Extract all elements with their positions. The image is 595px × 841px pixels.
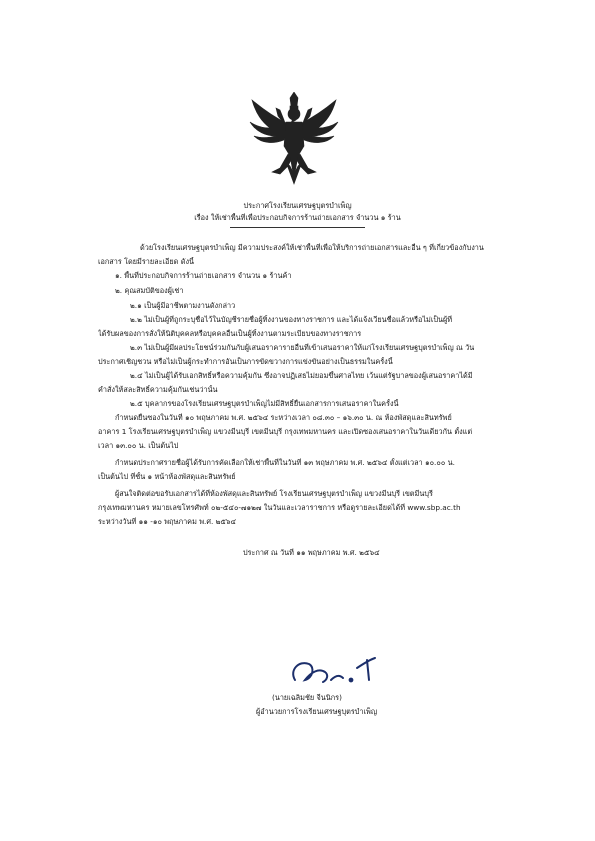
item-2-5: ๒.๕ บุคลากรของโรงเรียนเศรษฐบุตรบำเพ็ญไม่มีสิทธิ์ยื่นเอกสารการเสนอราคาในครั้งนี้ <box>130 399 399 408</box>
dated-line: ประกาศ ณ วันที่ ๑๑ พฤษภาคม พ.ศ. ๒๕๖๔ <box>243 548 380 557</box>
submit-line-2: อาคาร 1 โรงเรียนเศรษฐบุตรบำเพ็ญ แขวงมีนบุรี เขตมีนบุรี กรุงเทพมหานคร และเปิดซองเสนอราคาในวันเดียวกัน ตั้งแต่ <box>98 427 473 436</box>
header-divider <box>230 227 365 228</box>
item-1: ๑. พื้นที่ประกอบกิจการร้านถ่ายเอกสาร จำนวน ๑ ร้านค้า <box>115 271 292 280</box>
submit-line-3: เวลา ๑๓.๐๐ น. เป็นต้นไป <box>98 441 179 450</box>
intro-line-1: ด้วยโรงเรียนเศรษฐบุตรบำเพ็ญ มีความประสงค์ให้เช่าพื้นที่เพื่อให้บริการถ่ายเอกสารและอื่น ๆ ที่เกี่ยวข้องกับงาน <box>140 243 484 252</box>
item-2-4-line-1: ๒.๔ ไม่เป็นผู้ได้รับเอกสิทธิ์หรือความคุ้มกัน ซึ่งอาจปฏิเสธไม่ยอมขึ้นศาลไทย เว้นแต่รัฐบาลของผู้เสนอราคาได้มี <box>130 371 473 380</box>
item-2-1: ๒.๑ เป็นผู้มีอาชีพตามงานดังกล่าว <box>130 301 236 310</box>
garuda-emblem-icon <box>246 92 342 188</box>
submit-line-1: กำหนดยื่นซองในวันที่ ๑๐ พฤษภาคม พ.ศ. ๒๕๖๔ ระหว่างเวลา ๐๘.๓๐ – ๑๖.๓๐ น. ณ ห้องพัสดุและสินทรัพย์ <box>115 413 452 422</box>
signer-name: (นายเฉลิมชัย จีนนิกร) <box>272 693 342 702</box>
item-2-4-line-2: คำสั่งให้สละสิทธิ์ความคุ้มกันเช่นว่านั้น <box>98 385 218 394</box>
intro-line-2: เอกสาร โดยมีรายละเอียด ดังนี้ <box>98 257 195 266</box>
item-2-2-line-1: ๒.๒ ไม่เป็นผู้ที่ถูกระบุชื่อไว้ในบัญชีรายชื่อผู้ทิ้งงานของทางราชการ และได้แจ้งเวียนชื่อแล้วหรือไม่เป็นผู้ที่ <box>130 315 453 324</box>
item-2-2-line-2: ได้รับผลของการสั่งให้นิติบุคคลหรือบุคคลอื่นเป็นผู้ทิ้งงานตามระเบียบของทางราชการ <box>98 329 362 338</box>
announce-line-1: กำหนดประกาศรายชื่อผู้ได้รับการคัดเลือกให้เช่าพื้นที่ในวันที่ ๑๓ พฤษภาคม พ.ศ. ๒๕๖๔ ตั้งแต่เวลา ๑๐.๐๐ น. <box>115 458 455 467</box>
handwritten-signature <box>285 650 395 690</box>
contact-line-1: ผู้สนใจติดต่อขอรับเอกสารได้ที่ห้องพัสดุและสินทรัพย์ โรงเรียนเศรษฐบุตรบำเพ็ญ แขวงมีนบุรี เขตมีนบุรี <box>115 489 433 498</box>
announcement-subject: เรื่อง ให้เช่าพื้นที่เพื่อประกอบกิจการร้านถ่ายเอกสาร จำนวน ๑ ร้าน <box>194 213 401 222</box>
signer-title: ผู้อำนวยการโรงเรียนเศรษฐบุตรบำเพ็ญ <box>256 707 378 716</box>
contact-line-3: ระหว่างวันที่ ๑๑ -๑๐ พฤษภาคม พ.ศ. ๒๕๖๔ <box>98 517 237 526</box>
item-2-3-line-2: ประกาศเชิญชวน หรือไม่เป็นผู้กระทำการอันเป็นการขัดขวางการแข่งขันอย่างเป็นธรรมในครั้งนี้ <box>98 357 393 366</box>
contact-line-2: กรุงเทพมหานคร หมายเลขโทรศัพท์ ๐๒-๕๔๐-๗๑๒๗ ในวันและเวลาราชการ หรือดูรายละเอียดได้ที่ www.sbp.ac.th <box>98 503 461 512</box>
item-2: ๒. คุณสมบัติของผู้เช่า <box>115 286 184 295</box>
item-2-3-line-1: ๒.๓ ไม่เป็นผู้มีผลประโยชน์ร่วมกันกับผู้เสนอราคารายอื่นที่เข้าเสนอราคาให้แก่โรงเรียนเศรษฐบุตรบำเพ็ญ ณ วัน <box>130 343 475 352</box>
announcement-title: ประกาศโรงเรียนเศรษฐบุตรบำเพ็ญ <box>243 201 352 210</box>
announce-line-2: เป็นต้นไป ที่ชั้น ๑ หน้าห้องพัสดุและสินทรัพย์ <box>98 472 236 481</box>
